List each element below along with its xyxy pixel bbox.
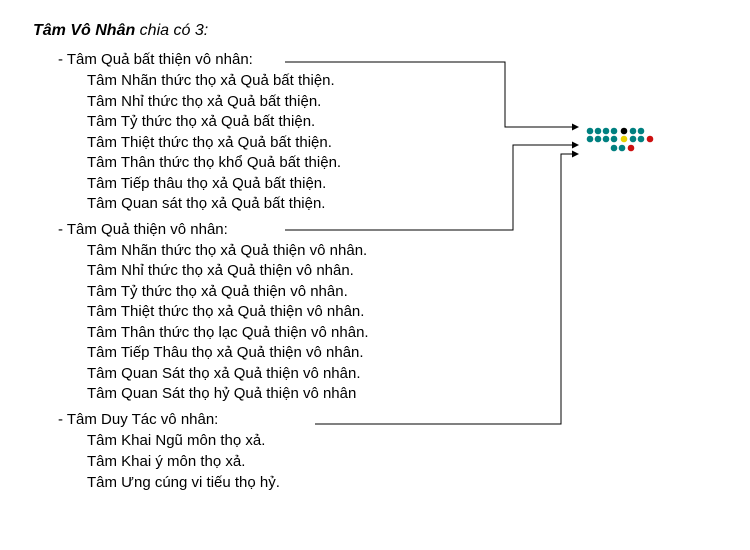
- list-item: Tâm Nhỉ thức thọ xả Quả thiện vô nhân.: [87, 262, 354, 279]
- list-item: Tâm Tỷ thức thọ xả Quả bất thiện.: [87, 113, 316, 130]
- group-heading-duy-tac: - Tâm Duy Tác vô nhân:: [58, 411, 219, 428]
- arrow-group-1: [285, 62, 578, 127]
- dot: [595, 128, 602, 135]
- title-bold: Tâm Vô Nhân: [33, 22, 136, 39]
- list-item: Tâm Nhãn thức thọ xả Quả thiện vô nhân.: [87, 242, 368, 259]
- group-heading-bat-thien: - Tâm Quả bất thiện vô nhân:: [58, 51, 253, 68]
- dot: [587, 136, 594, 143]
- list-item: Tâm Tiếp Thâu thọ xả Quả thiện vô nhân.: [87, 344, 364, 361]
- list-item: Tâm Nhỉ thức thọ xả Quả bất thiện.: [87, 93, 322, 110]
- list-item: Tâm Quan sát thọ xả Quả bất thiện.: [87, 195, 326, 212]
- dot: [630, 136, 637, 143]
- list-item: Tâm Nhãn thức thọ xả Quả bất thiện.: [87, 72, 335, 89]
- dot: [621, 136, 628, 143]
- dot: [621, 128, 628, 135]
- list-item: Tâm Thiệt thức thọ xả Quả bất thiện.: [87, 134, 332, 151]
- list-item: Tâm Tỷ thức thọ xả Quả thiện vô nhân.: [87, 283, 348, 300]
- arrow-group-2: [285, 145, 578, 230]
- group-heading-thien: - Tâm Quả thiện vô nhân:: [58, 221, 228, 238]
- list-item: Tâm Thân thức thọ lạc Quả thiện vô nhân.: [87, 324, 369, 341]
- dot: [647, 136, 654, 143]
- list-item: Tâm Thiệt thức thọ xả Quả thiện vô nhân.: [87, 303, 365, 320]
- dot-cluster: [586, 126, 656, 156]
- dot: [638, 136, 645, 143]
- dot: [611, 136, 618, 143]
- dot: [595, 136, 602, 143]
- list-item: Tâm Quan Sát thọ xả Quả thiện vô nhân.: [87, 365, 361, 382]
- arrow-group-3: [315, 154, 578, 424]
- dot: [611, 128, 618, 135]
- dot: [587, 128, 594, 135]
- list-item: Tâm Quan Sát thọ hỷ Quả thiện vô nhân: [87, 385, 357, 402]
- list-item: Tâm Khai Ngũ môn thọ xả.: [87, 432, 266, 449]
- list-item: Tâm Khai ý môn thọ xả.: [87, 453, 246, 470]
- title-rest: chia có 3:: [135, 22, 209, 39]
- dot: [628, 145, 635, 152]
- dot: [619, 145, 626, 152]
- list-item: Tâm Thân thức thọ khổ Quả bất thiện.: [87, 154, 342, 171]
- dot: [603, 128, 610, 135]
- dot: [611, 145, 618, 152]
- dot: [638, 128, 645, 135]
- list-item: Tâm Ưng cúng vi tiếu thọ hỷ.: [87, 474, 280, 491]
- dot: [603, 136, 610, 143]
- dot: [630, 128, 637, 135]
- list-item: Tâm Tiếp thâu thọ xả Quả bất thiện.: [87, 175, 327, 192]
